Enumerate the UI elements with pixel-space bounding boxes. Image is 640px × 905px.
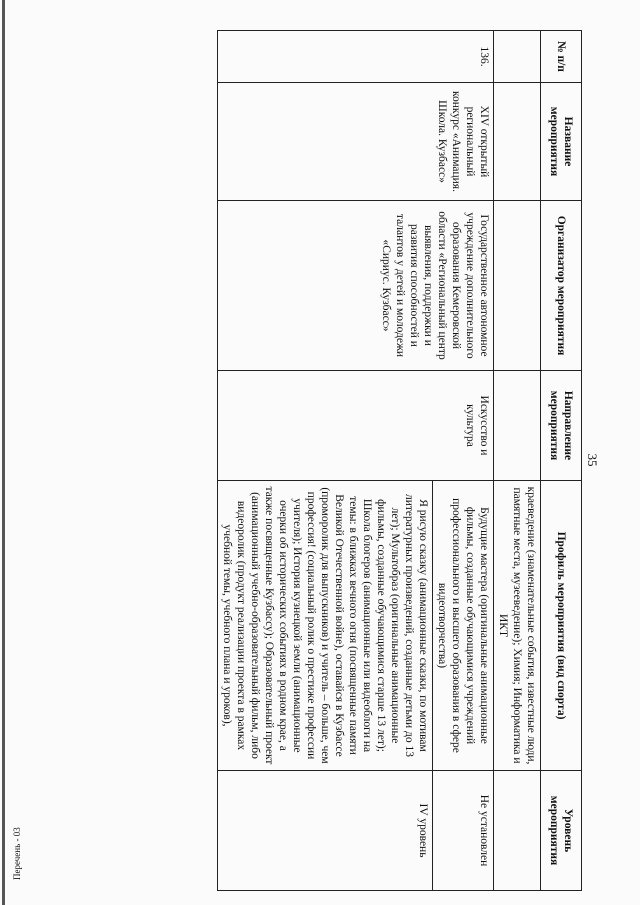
page-number: 35: [585, 453, 600, 467]
table-row: [493, 31, 540, 891]
cell-empty: [493, 771, 540, 891]
header-direction: Направление мероприятия: [540, 371, 581, 481]
continued-profile: краеведение (знаменательные события, известные люди, памятные места, музееведение); Химия; Информатика и ИКТ: [493, 481, 540, 771]
events-table: [217, 30, 582, 891]
footer-text: Перечень - 03: [12, 827, 22, 880]
row-num: 136.: [217, 31, 493, 83]
row-level-1: Не установлен: [432, 771, 493, 891]
row-organizer: Государственное автономное учреждение дополнительного образования Кемеровской области «Региональный центр выявления, поддержки и развития способностей и талантов у детей и молодежи «Сириус. Кузбасс»: [217, 201, 493, 371]
rotated-content: [20, 30, 600, 890]
cell-empty: [493, 371, 540, 481]
cell-empty: [493, 201, 540, 371]
cell-empty: [493, 83, 540, 201]
footer: [12, 810, 32, 890]
row-level-2: IV уровень: [217, 771, 432, 891]
table-row: [432, 31, 493, 891]
header-profile: Профиль мероприятия (вид спорта): [540, 481, 581, 771]
header-name: Название мероприятия: [540, 83, 581, 201]
row-direction: Искусство и культура: [217, 371, 493, 481]
row-profile-1: Будущие мастера (оригинальные анимационные фильмы, созданные обучающимися учреждений профессионального и высшего образования в сфере видеотворчества): [432, 481, 493, 771]
header-organizer: Организатор мероприятия: [540, 201, 581, 371]
row-profile-2: Я рисую сказку (анимационные сказки, по мотивам литературных произведений, созданные детьми до 13 лет); Мультобраз (оригинальные анимационные фильмы, созданные обучающимися старше 13 лет); Школа блогеров (анимационные или видеоблоги на темы: в ближках вечного огня (посвященные памяти Великой Отечественной войне), оставайся в Кузбассе (проморолик для выпускников) и учитель – больше, чем профессия! (социальный ролик о престиже профессии учителя); История кузнецкой земли (анимационные очерки об исторических событиях в родном крае, а также посвященные Кузбассу); Образовательный проект (анимационный учебно-образовательный фильм, либо видеоролик (продукт реализации проекта в рамках учебной темы, учебного плана и уроков),: [217, 481, 432, 771]
scan-edge: [2, 0, 5, 905]
header-level: Уровень мероприятия: [540, 771, 581, 891]
cell-empty: [493, 31, 540, 83]
row-name: XIV открытый региональный конкурс «Анимация. Школа. Кузбасс»: [217, 83, 493, 201]
header-num: № п/п: [540, 31, 581, 83]
table-header-row: [540, 31, 581, 891]
